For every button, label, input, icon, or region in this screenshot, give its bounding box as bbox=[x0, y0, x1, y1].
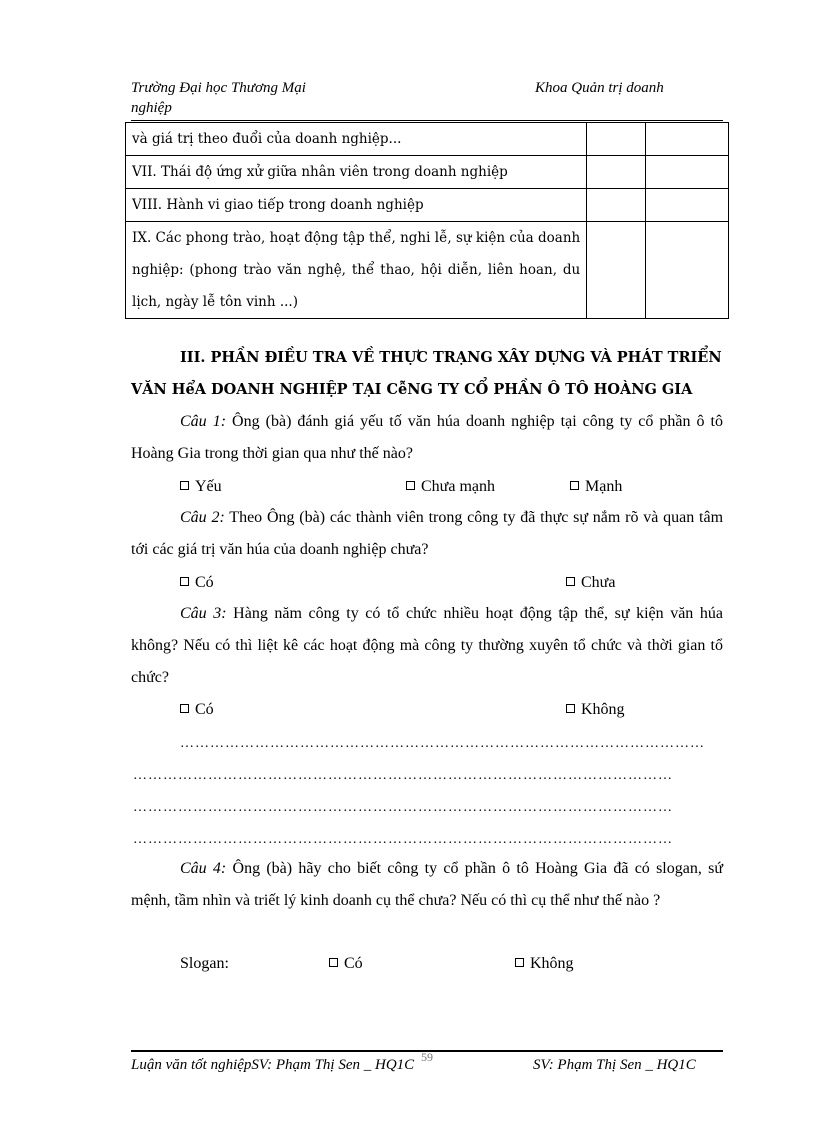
header-school bbox=[131, 78, 306, 118]
header-rule bbox=[131, 120, 723, 121]
question-4-label: Câu 4: bbox=[180, 860, 227, 877]
question-1 bbox=[131, 406, 723, 470]
table-cell-empty bbox=[646, 123, 729, 156]
option-yeu[interactable] bbox=[180, 476, 222, 498]
table-cell-empty bbox=[587, 222, 646, 319]
question-3 bbox=[131, 598, 723, 694]
option-co[interactable] bbox=[180, 572, 214, 594]
option-khong[interactable] bbox=[515, 953, 574, 975]
table-row bbox=[126, 222, 729, 319]
option-manh[interactable] bbox=[570, 476, 622, 498]
answer-line[interactable]: ……………………………………………………………………………………………… bbox=[133, 832, 673, 847]
option-co[interactable] bbox=[329, 953, 363, 975]
answer-line[interactable]: ……………………………………………………………………………………………… bbox=[133, 800, 673, 815]
answer-line[interactable]: …………………………………………………………………………………………… bbox=[180, 736, 705, 751]
checkbox-icon[interactable] bbox=[180, 577, 189, 586]
question-2-text: Theo Ông (bà) các thành viên trong công ty đã thực sự nắm rõ và quan tâm tới các giá trị văn húa của doanh nghiệp chưa? bbox=[131, 509, 724, 558]
checkbox-icon[interactable] bbox=[566, 704, 575, 713]
checkbox-icon[interactable] bbox=[180, 481, 189, 490]
section-heading-line1: III. PHẦN ĐIỀU TRA VỀ THỰC TRẠNG XÂY DỰNG VÀ PHÁT TRIỂN bbox=[180, 349, 722, 366]
option-khong[interactable] bbox=[566, 699, 625, 721]
question-1-text: Ông (bà) đánh giá yếu tố văn húa doanh nghiệp tại công ty cổ phần ô tô Hoàng Gia trong thời gian qua như thế nào? bbox=[131, 413, 724, 462]
footer-left: Luận văn tốt nghiệpSV: Phạm Thị Sen _ HQ1C bbox=[131, 1057, 415, 1073]
section-heading-line2: VĂN HểA DOANH NGHIỆP TẠI CễNG TY CỔ PHẦN Ô TÔ HOÀNG GIA bbox=[131, 381, 693, 398]
checkbox-icon[interactable] bbox=[515, 958, 524, 967]
table-cell-criterion: VIII. Hành vi giao tiếp trong doanh nghiệp bbox=[132, 197, 424, 213]
header-school-line1: Trường Đại học Thương Mại bbox=[131, 80, 306, 96]
question-3-label: Câu 3: bbox=[180, 605, 227, 622]
question-4 bbox=[131, 853, 723, 917]
section-heading bbox=[131, 342, 731, 406]
checkbox-icon[interactable] bbox=[406, 481, 415, 490]
table-cell-criterion: VII. Thái độ ứng xử giữa nhân viên trong doanh nghiệp bbox=[132, 164, 508, 180]
option-co[interactable] bbox=[180, 699, 214, 721]
question-2 bbox=[131, 502, 723, 566]
table-cell-empty bbox=[646, 189, 729, 222]
table-cell-empty bbox=[587, 123, 646, 156]
option-label: Không bbox=[581, 701, 625, 718]
footer-right: SV: Phạm Thị Sen _ HQ1C bbox=[533, 1057, 696, 1073]
checkbox-icon[interactable] bbox=[566, 577, 575, 586]
option-chua-manh[interactable] bbox=[406, 476, 495, 498]
option-chua[interactable] bbox=[566, 572, 615, 594]
question-4-text: Ông (bà) hãy cho biết công ty cổ phần ô tô Hoàng Gia đã có slogan, sứ mệnh, tầm nhìn và triết lý kinh doanh cụ thể chưa? Nếu có thì cụ thể như thế nào ? bbox=[131, 860, 723, 909]
option-label: Có bbox=[195, 574, 214, 591]
option-label: Có bbox=[344, 955, 363, 972]
slogan-label: Slogan: bbox=[180, 955, 229, 972]
option-label: Chưa bbox=[581, 574, 616, 591]
table-cell-empty bbox=[646, 156, 729, 189]
table-cell-criterion: và giá trị theo đuổi của doanh nghiệp... bbox=[132, 131, 402, 147]
header-school-line2: nghiệp bbox=[131, 100, 172, 116]
header-faculty: Khoa Quản trị doanh bbox=[535, 80, 664, 96]
option-label: Chưa mạnh bbox=[421, 478, 495, 495]
checkbox-icon[interactable] bbox=[180, 704, 189, 713]
option-label: Mạnh bbox=[585, 478, 623, 495]
option-label: Yếu bbox=[195, 478, 222, 495]
criteria-table bbox=[125, 122, 729, 319]
page-number: 59 bbox=[421, 1050, 433, 1064]
table-cell-empty bbox=[587, 156, 646, 189]
table-row bbox=[126, 123, 729, 156]
table-row bbox=[126, 156, 729, 189]
question-1-label: Câu 1: bbox=[180, 413, 227, 430]
table-cell-criterion: IX. Các phong trào, hoạt động tập thể, nghi lễ, sự kiện của doanh nghiệp: (phong trào văn nghệ, thể thao, hội diễn, liên hoan, du lịch, ngày lễ tôn vinh ...) bbox=[132, 230, 581, 310]
answer-line[interactable]: ……………………………………………………………………………………………… bbox=[133, 768, 673, 783]
table-cell-empty bbox=[587, 189, 646, 222]
question-2-label: Câu 2: bbox=[180, 509, 225, 526]
question-3-text: Hàng năm công ty có tổ chức nhiều hoạt động tập thể, sự kiện văn húa không? Nếu có thì liệt kê các hoạt động mà công ty thường xuyên tổ chức và thời gian tổ chức? bbox=[131, 605, 723, 686]
option-label: Không bbox=[530, 955, 574, 972]
option-label: Có bbox=[195, 701, 214, 718]
table-row bbox=[126, 189, 729, 222]
checkbox-icon[interactable] bbox=[329, 958, 338, 967]
checkbox-icon[interactable] bbox=[570, 481, 579, 490]
table-cell-empty bbox=[646, 222, 729, 319]
